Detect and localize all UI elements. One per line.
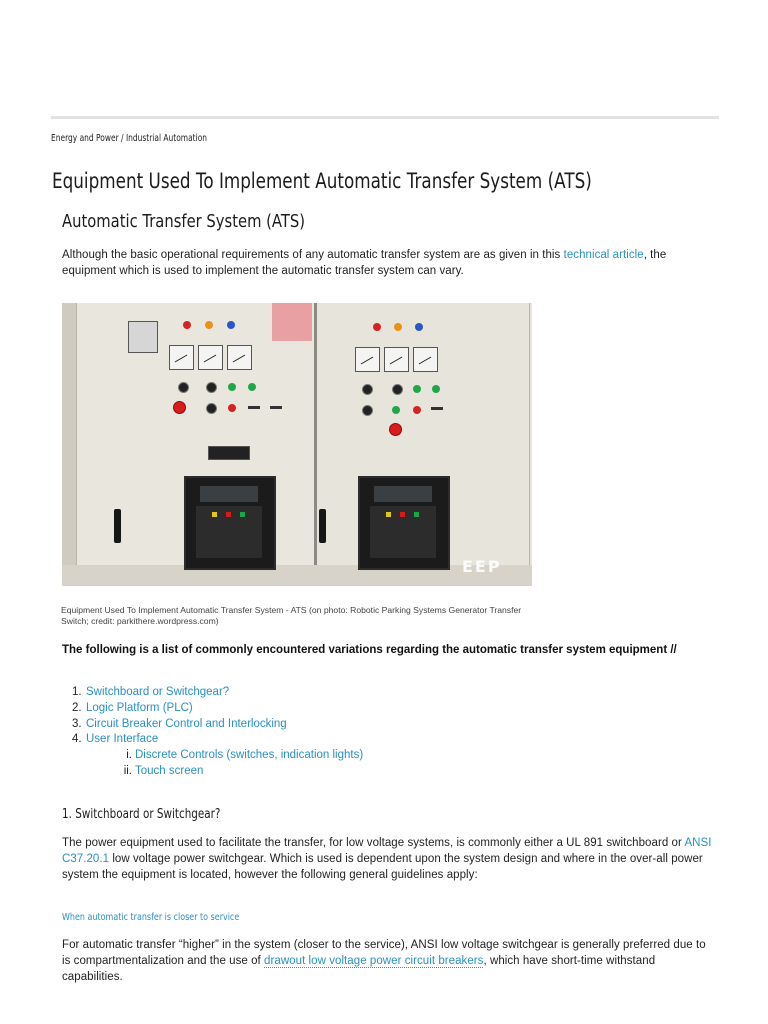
table-of-contents [62, 685, 363, 780]
image-caption: Equipment Used To Implement Automatic Transfer System - ATS (on photo: Robotic Parking Systems Generator Transfer Switch; credit: parkithere.wordpress.com) [61, 605, 522, 626]
switchboard-heading: 1. Switchboard or Switchgear? [62, 807, 221, 822]
technical-article-link[interactable]: technical article [563, 249, 644, 261]
drawout-breakers-link[interactable]: drawout low voltage power circuit breakers [264, 955, 484, 967]
breadcrumb-energy-power[interactable]: Energy and Power [51, 133, 119, 144]
toc-link-user-interface[interactable]: User Interface [86, 733, 159, 746]
ansi-c37-link[interactable]: ANSI C37.20.1 [62, 837, 712, 865]
breadcrumb-separator: / [118, 133, 126, 144]
switchboard-paragraph [62, 835, 712, 883]
toc-subitem: i. Discrete Controls (switches, indication lights) [126, 749, 364, 762]
toc-link-switchboard[interactable]: Switchboard or Switchgear? [86, 686, 230, 698]
intro-paragraph [62, 247, 712, 279]
toc-sublist [86, 748, 363, 780]
para3-text-1: For automatic transfer “higher” in the system (closer to the service), ANSI low voltage switchgear is generally preferred due to is compartmentalization and the use of [62, 939, 706, 967]
eep-watermark: EEP [462, 557, 502, 576]
toc-subitem: ii. Touch screen [123, 764, 204, 777]
toc-link-logic-platform[interactable]: Logic Platform (PLC) [86, 701, 193, 714]
toc-link-touch-screen[interactable]: Touch screen [135, 764, 204, 777]
ats-equipment-photo [62, 303, 532, 586]
toc-link-discrete-controls[interactable]: Discrete Controls (switches, indication lights) [135, 749, 364, 762]
breadcrumb [51, 133, 207, 144]
toc-item: 4. User Interface i. Discrete Controls (switches, indication lights) ii. Touch screen [62, 732, 363, 779]
toc-item: 1. Switchboard or Switchgear? [72, 686, 230, 698]
toc-item: 2. Logic Platform (PLC) [72, 701, 193, 714]
toc-link-breaker-control[interactable]: Circuit Breaker Control and Interlocking [86, 717, 287, 730]
page-title: Equipment Used To Implement Automatic Transfer System (ATS) [52, 169, 592, 193]
para2-text-1: The power equipment used to facilitate the transfer, for low voltage systems, is commonly either a UL 891 switchboard or [62, 837, 685, 849]
service-paragraph [62, 937, 712, 985]
service-subheading: When automatic transfer is closer to service [62, 912, 240, 923]
top-divider [51, 116, 719, 119]
para3-text-2: , which have short-time withstand capabilities. [62, 955, 656, 983]
para2-text-2: low voltage power switchgear. Which is used is dependent upon the system design and where in the over-all power system the equipment is located, however the following general guidelines apply: [62, 853, 703, 881]
intro-text-2: , the equipment which is used to implement the automatic transfer system can vary. [62, 249, 667, 277]
breadcrumb-industrial-automation[interactable]: Industrial Automation [125, 133, 208, 144]
intro-text-1: Although the basic operational requirements of any automatic transfer system are as given in this [62, 249, 564, 261]
toc-item: 3. Circuit Breaker Control and Interlocking [72, 717, 287, 730]
list-intro: The following is a list of commonly encountered variations regarding the automatic transfer system equipment // [62, 644, 677, 656]
section-title: Automatic Transfer System (ATS) [62, 211, 306, 232]
